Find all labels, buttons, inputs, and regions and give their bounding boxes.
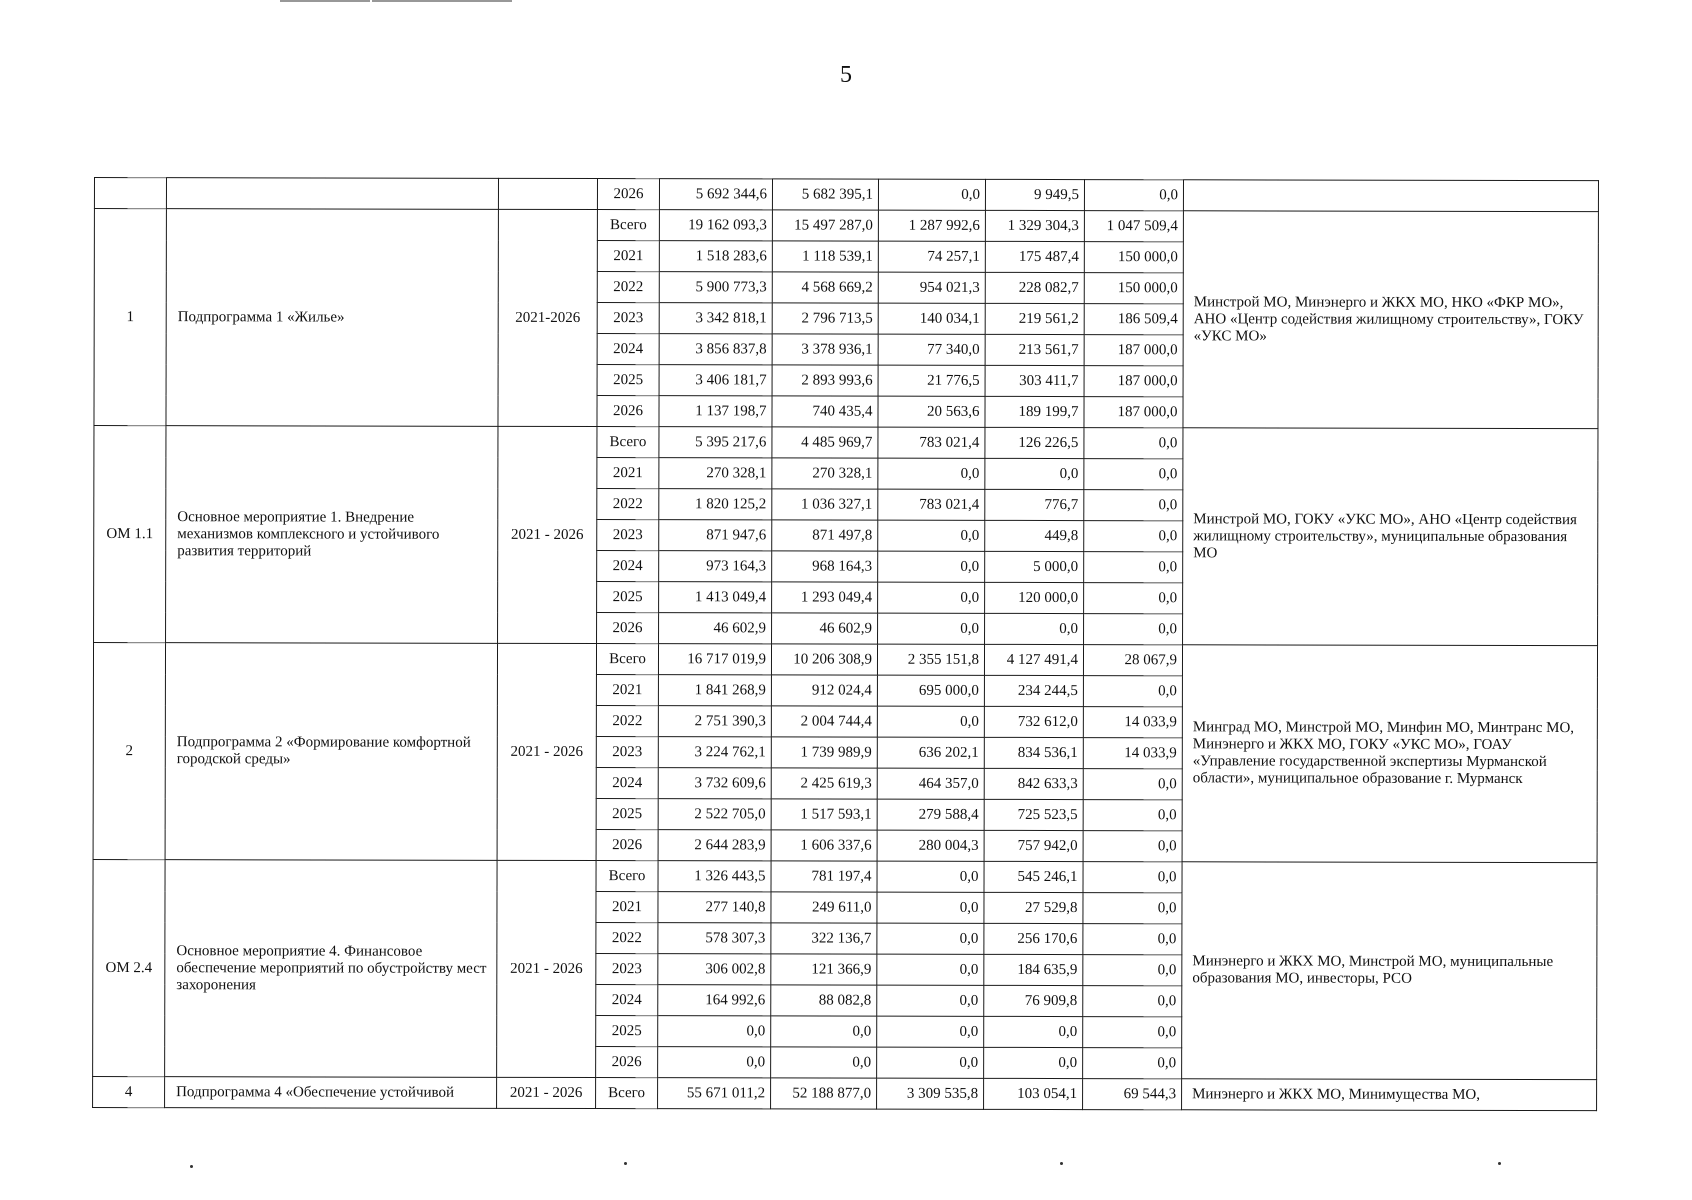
regional-budget: 249 611,0 [771, 892, 877, 923]
total-amount: 0,0 [658, 1047, 771, 1078]
total-amount: 277 140,8 [658, 892, 771, 923]
program-name: Подпрограмма 2 «Формирование комфортной городской среды» [165, 643, 497, 861]
total-amount: 1 841 268,9 [658, 675, 771, 706]
federal-budget: 0,0 [878, 551, 985, 582]
program-period: 2021 - 2026 [498, 426, 597, 643]
other-sources: 0,0 [1084, 583, 1183, 614]
program-period [498, 178, 597, 209]
federal-budget: 783 021,4 [878, 427, 985, 458]
federal-budget: 77 340,0 [878, 334, 985, 365]
other-sources: 0,0 [1083, 955, 1182, 986]
other-sources: 0,0 [1083, 769, 1182, 800]
year-cell: 2025 [597, 582, 659, 613]
local-budget: 103 054,1 [984, 1078, 1083, 1109]
federal-budget: 0,0 [877, 954, 984, 985]
other-sources: 0,0 [1083, 862, 1182, 893]
other-sources: 186 509,4 [1084, 304, 1183, 335]
regional-budget: 88 082,8 [771, 985, 877, 1016]
total-amount: 1 413 049,4 [659, 582, 772, 613]
federal-budget: 0,0 [877, 1016, 984, 1047]
local-budget: 0,0 [984, 1016, 1083, 1047]
local-budget: 76 909,8 [984, 985, 1083, 1016]
federal-budget: 0,0 [877, 892, 984, 923]
federal-budget: 0,0 [877, 861, 984, 892]
regional-budget: 121 366,9 [771, 954, 877, 985]
year-cell: Всего [596, 861, 658, 892]
year-cell: 2026 [597, 613, 659, 644]
total-amount: 1 518 283,6 [659, 241, 772, 272]
program-period: 2021 - 2026 [497, 860, 596, 1077]
total-amount: 3 856 837,8 [659, 334, 772, 365]
row-index: 2 [93, 643, 165, 860]
total-amount: 3 406 181,7 [659, 365, 772, 396]
federal-budget: 3 309 535,8 [877, 1078, 984, 1109]
local-budget: 184 635,9 [984, 954, 1083, 985]
federal-budget: 636 202,1 [877, 737, 984, 768]
other-sources: 1 047 509,4 [1084, 211, 1183, 242]
total-amount: 973 164,3 [659, 551, 772, 582]
regional-budget: 46 602,9 [772, 613, 878, 644]
other-sources: 0,0 [1083, 1048, 1182, 1079]
federal-budget: 140 034,1 [878, 303, 985, 334]
federal-budget: 783 021,4 [878, 489, 985, 520]
scan-dot [190, 1165, 193, 1168]
federal-budget: 2 355 151,8 [877, 644, 984, 675]
year-cell: 2026 [596, 830, 658, 861]
regional-budget: 10 206 308,9 [771, 644, 877, 675]
regional-budget: 322 136,7 [771, 923, 877, 954]
other-sources: 0,0 [1083, 924, 1182, 955]
other-sources: 0,0 [1083, 676, 1182, 707]
year-cell: 2024 [597, 551, 659, 582]
table-row [93, 1076, 1597, 1110]
total-amount: 1 326 443,5 [658, 861, 771, 892]
year-cell: 2022 [596, 706, 658, 737]
other-sources: 0,0 [1084, 490, 1183, 521]
local-budget: 228 082,7 [985, 272, 1084, 303]
total-amount: 2 644 283,9 [658, 830, 771, 861]
regional-budget: 1 293 049,4 [772, 582, 878, 613]
regional-budget: 15 497 287,0 [772, 210, 878, 241]
regional-budget: 52 188 877,0 [771, 1078, 877, 1109]
federal-budget: 0,0 [878, 582, 985, 613]
regional-budget: 4 485 969,7 [772, 427, 878, 458]
total-amount: 164 992,6 [658, 985, 771, 1016]
year-cell: 2025 [596, 799, 658, 830]
year-cell: 2021 [596, 892, 658, 923]
regional-budget: 5 682 395,1 [772, 179, 878, 210]
regional-budget: 270 328,1 [772, 458, 878, 489]
federal-budget: 1 287 992,6 [878, 210, 985, 241]
other-sources: 0,0 [1084, 459, 1183, 490]
year-cell: Всего [596, 1078, 658, 1109]
program-name: Подпрограмма 4 «Обеспечение устойчивой [165, 1077, 497, 1109]
total-amount: 3 342 818,1 [659, 303, 772, 334]
regional-budget: 1 517 593,1 [771, 799, 877, 830]
table-row [93, 643, 1597, 677]
regional-budget: 0,0 [771, 1016, 877, 1047]
total-amount: 46 602,9 [659, 613, 772, 644]
scan-artifact [280, 0, 370, 2]
local-budget: 0,0 [984, 1047, 1083, 1078]
local-budget: 757 942,0 [984, 830, 1083, 861]
local-budget: 9 949,5 [985, 179, 1084, 210]
total-amount: 55 671 011,2 [658, 1078, 771, 1109]
other-sources: 14 033,9 [1083, 707, 1182, 738]
local-budget: 234 244,5 [984, 675, 1083, 706]
other-sources: 0,0 [1084, 428, 1183, 459]
other-sources: 0,0 [1083, 831, 1182, 862]
year-cell: 2023 [597, 520, 659, 551]
executors: Минград МО, Минстрой МО, Минфин МО, Минтранс МО, Минэнерго и ЖКХ МО, ГОКУ «УКС МО», ГОАУ «Управление государственной экспертизы Мурманской области», муниципальное образование г. Мурманск [1182, 645, 1597, 863]
regional-budget: 0,0 [771, 1047, 877, 1078]
local-budget: 219 561,2 [985, 303, 1084, 334]
total-amount: 1 820 125,2 [659, 489, 772, 520]
local-budget: 213 561,7 [985, 334, 1084, 365]
regional-budget: 3 378 936,1 [772, 334, 878, 365]
regional-budget: 781 197,4 [771, 861, 877, 892]
local-budget: 4 127 491,4 [984, 644, 1083, 675]
program-period: 2021 - 2026 [497, 643, 596, 860]
program-name: Подпрограмма 1 «Жилье» [166, 209, 498, 427]
regional-budget: 1 118 539,1 [772, 241, 878, 272]
total-amount: 2 751 390,3 [658, 706, 771, 737]
regional-budget: 968 164,3 [772, 551, 878, 582]
local-budget: 1 329 304,3 [985, 210, 1084, 241]
local-budget: 545 246,1 [984, 861, 1083, 892]
year-cell: 2026 [597, 396, 659, 427]
total-amount: 3 224 762,1 [658, 737, 771, 768]
federal-budget: 0,0 [877, 985, 984, 1016]
federal-budget: 0,0 [878, 179, 985, 210]
year-cell: Всего [597, 427, 659, 458]
local-budget: 725 523,5 [984, 799, 1083, 830]
federal-budget: 695 000,0 [877, 675, 984, 706]
year-cell: Всего [596, 644, 658, 675]
year-cell: 2024 [597, 334, 659, 365]
table-body [93, 178, 1599, 1111]
total-amount: 5 900 773,3 [659, 272, 772, 303]
total-amount: 0,0 [658, 1016, 771, 1047]
year-cell: 2023 [597, 303, 659, 334]
regional-budget: 1 036 327,1 [772, 489, 878, 520]
regional-budget: 1 739 989,9 [771, 737, 877, 768]
other-sources: 187 000,0 [1084, 366, 1183, 397]
federal-budget: 954 021,3 [878, 272, 985, 303]
other-sources: 0,0 [1083, 1017, 1182, 1048]
regional-budget: 2 893 993,6 [772, 365, 878, 396]
executors [1183, 180, 1598, 212]
regional-budget: 2 004 744,4 [771, 706, 877, 737]
total-amount: 5 692 344,6 [659, 179, 772, 210]
year-cell: 2021 [597, 241, 659, 272]
year-cell: Всего [597, 210, 659, 241]
program-name: Основное мероприятие 1. Внедрение механизмов комплексного и устойчивого развития территорий [166, 426, 498, 644]
total-amount: 270 328,1 [659, 458, 772, 489]
other-sources: 187 000,0 [1084, 397, 1183, 428]
program-period: 2021 - 2026 [497, 1077, 596, 1108]
federal-budget: 74 257,1 [878, 241, 985, 272]
scan-artifact [372, 0, 512, 2]
local-budget: 189 199,7 [985, 396, 1084, 427]
local-budget: 0,0 [985, 613, 1084, 644]
executors: Минэнерго и ЖКХ МО, Минстрой МО, муниципальные образования МО, инвесторы, РСО [1182, 862, 1597, 1080]
regional-budget: 740 435,4 [772, 396, 878, 427]
federal-budget: 280 004,3 [877, 830, 984, 861]
regional-budget: 871 497,8 [772, 520, 878, 551]
regional-budget: 2 425 619,3 [771, 768, 877, 799]
year-cell: 2022 [597, 272, 659, 303]
other-sources: 0,0 [1084, 521, 1183, 552]
federal-budget: 0,0 [878, 458, 985, 489]
local-budget: 27 529,8 [984, 892, 1083, 923]
row-index [94, 178, 166, 209]
total-amount: 16 717 019,9 [658, 644, 771, 675]
local-budget: 0,0 [985, 458, 1084, 489]
local-budget: 776,7 [985, 489, 1084, 520]
total-amount: 5 395 217,6 [659, 427, 772, 458]
regional-budget: 912 024,4 [771, 675, 877, 706]
year-cell: 2026 [596, 1047, 658, 1078]
local-budget: 126 226,5 [985, 427, 1084, 458]
other-sources: 150 000,0 [1084, 242, 1183, 273]
federal-budget: 21 776,5 [878, 365, 985, 396]
executors: Минэнерго и ЖКХ МО, Минимущества МО, [1182, 1079, 1597, 1111]
table-row [94, 426, 1598, 460]
local-budget: 5 000,0 [985, 551, 1084, 582]
year-cell: 2021 [596, 675, 658, 706]
program-name: Основное мероприятие 4. Финансовое обеспечение мероприятий по обустройству мест захоронения [165, 860, 497, 1078]
federal-budget: 0,0 [878, 613, 985, 644]
table-row [94, 178, 1598, 212]
page-number: 5 [840, 62, 852, 88]
row-index: 4 [93, 1076, 165, 1107]
row-index: ОМ 2.4 [93, 859, 165, 1076]
year-cell: 2022 [596, 923, 658, 954]
year-cell: 2023 [596, 737, 658, 768]
other-sources: 0,0 [1083, 893, 1182, 924]
federal-budget: 0,0 [878, 520, 985, 551]
year-cell: 2022 [597, 489, 659, 520]
year-cell: 2021 [597, 458, 659, 489]
other-sources: 28 067,9 [1083, 645, 1182, 676]
year-cell: 2025 [597, 365, 659, 396]
program-period: 2021-2026 [498, 209, 597, 426]
total-amount: 578 307,3 [658, 923, 771, 954]
table-row [93, 859, 1597, 893]
other-sources: 14 033,9 [1083, 738, 1182, 769]
federal-budget: 464 357,0 [877, 768, 984, 799]
local-budget: 175 487,4 [985, 241, 1084, 272]
local-budget: 834 536,1 [984, 737, 1083, 768]
program-name [166, 178, 498, 210]
other-sources: 0,0 [1084, 180, 1183, 211]
other-sources: 0,0 [1084, 614, 1183, 645]
funding-table [92, 177, 1599, 1111]
total-amount: 19 162 093,3 [659, 210, 772, 241]
regional-budget: 2 796 713,5 [772, 303, 878, 334]
local-budget: 732 612,0 [984, 706, 1083, 737]
executors: Минстрой МО, Минэнерго и ЖКХ МО, НКО «ФКР МО», АНО «Центр содействия жилищному строительству», ГОКУ «УКС МО» [1183, 211, 1598, 429]
federal-budget: 20 563,6 [878, 396, 985, 427]
federal-budget: 0,0 [877, 923, 984, 954]
total-amount: 871 947,6 [659, 520, 772, 551]
other-sources: 150 000,0 [1084, 273, 1183, 304]
executors: Минстрой МО, ГОКУ «УКС МО», АНО «Центр содействия жилищному строительству», муниципальные образования МО [1183, 428, 1598, 646]
table-row [94, 209, 1598, 243]
row-index: 1 [94, 209, 166, 426]
year-cell: 2024 [596, 768, 658, 799]
year-cell: 2023 [596, 954, 658, 985]
other-sources: 0,0 [1083, 800, 1182, 831]
other-sources: 0,0 [1083, 986, 1182, 1017]
scan-dot [1498, 1162, 1501, 1165]
other-sources: 187 000,0 [1084, 335, 1183, 366]
federal-budget: 0,0 [877, 1047, 984, 1078]
year-cell: 2026 [597, 179, 659, 210]
local-budget: 303 411,7 [985, 365, 1084, 396]
other-sources: 69 544,3 [1083, 1079, 1182, 1110]
total-amount: 1 137 198,7 [659, 396, 772, 427]
total-amount: 2 522 705,0 [658, 799, 771, 830]
year-cell: 2025 [596, 1016, 658, 1047]
total-amount: 3 732 609,6 [658, 768, 771, 799]
total-amount: 306 002,8 [658, 954, 771, 985]
other-sources: 0,0 [1084, 552, 1183, 583]
federal-budget: 279 588,4 [877, 799, 984, 830]
regional-budget: 1 606 337,6 [771, 830, 877, 861]
row-index: ОМ 1.1 [94, 426, 166, 643]
local-budget: 120 000,0 [985, 582, 1084, 613]
regional-budget: 4 568 669,2 [772, 272, 878, 303]
year-cell: 2024 [596, 985, 658, 1016]
local-budget: 842 633,3 [984, 768, 1083, 799]
scan-dot [624, 1162, 627, 1165]
local-budget: 449,8 [985, 520, 1084, 551]
local-budget: 256 170,6 [984, 923, 1083, 954]
federal-budget: 0,0 [877, 706, 984, 737]
scan-dot [1060, 1162, 1063, 1165]
